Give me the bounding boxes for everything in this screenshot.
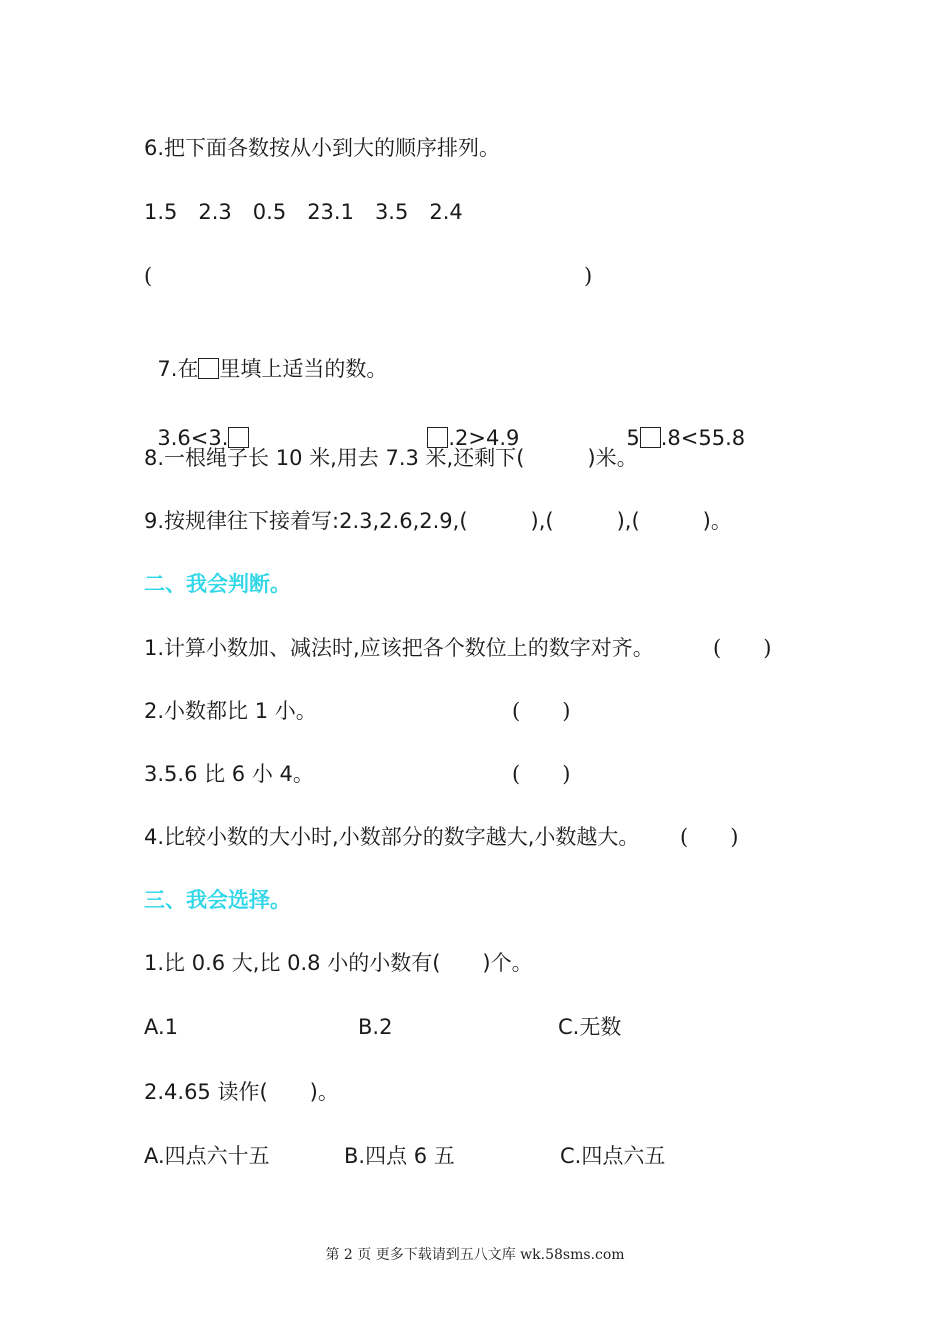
choose-question-2: 2.4.65 读作( )。 xyxy=(144,1080,339,1104)
judge-item-4: 4.比较小数的大小时,小数部分的数字越大,小数越大。 xyxy=(144,825,640,849)
judge-answer-2: ( ) xyxy=(512,699,571,723)
choose-2-option-a: A.四点六十五 xyxy=(144,1144,270,1168)
item-a-text: 3.6<3. xyxy=(157,426,229,450)
choose-1-option-c: C.无数 xyxy=(558,1015,622,1039)
judge-item-3: 3.5.6 比 6 小 4。 xyxy=(144,762,314,786)
choose-2-option-b: B.四点 6 五 xyxy=(344,1144,455,1168)
question-7-suffix: 里填上适当的数。 xyxy=(219,357,388,381)
choose-1-option-a: A.1 xyxy=(144,1015,179,1039)
judge-answer-4: ( ) xyxy=(680,825,739,849)
answer-open-paren: ( xyxy=(144,264,153,288)
judge-item-1: 1.计算小数加、减法时,应该把各个数位上的数字对齐。 xyxy=(144,636,654,660)
question-9: 9.按规律往下接着写:2.3,2.6,2.9,( ),( ),( )。 xyxy=(144,509,732,533)
question-6: 6.把下面各数按从小到大的顺序排列。 xyxy=(144,136,501,160)
question-8: 8.一根绳子长 10 米,用去 7.3 米,还剩下( )米。 xyxy=(144,446,638,470)
choose-1-option-b: B.2 xyxy=(358,1015,393,1039)
answer-box[interactable] xyxy=(198,358,219,379)
choose-question-1: 1.比 0.6 大,比 0.8 小的小数有( )个。 xyxy=(144,951,533,975)
section-title-choose: 三、我会选择。 xyxy=(144,888,291,912)
answer-close-paren: ) xyxy=(584,264,593,288)
item-c-prefix: 5 xyxy=(626,426,640,450)
question-7 xyxy=(144,327,387,383)
answer-box[interactable] xyxy=(640,427,661,448)
question-7-prefix: 7.在 xyxy=(157,357,199,381)
item-c-suffix: .8<55.8 xyxy=(660,426,746,450)
judge-answer-1: ( ) xyxy=(713,636,772,660)
section-title-judge: 二、我会判断。 xyxy=(144,572,291,596)
page-footer: 第 2 页 更多下载请到五八文库 wk.58sms.com xyxy=(325,1247,625,1263)
choose-2-option-c: C.四点六五 xyxy=(560,1144,666,1168)
question-6-numbers: 1.5 2.3 0.5 23.1 3.5 2.4 xyxy=(144,200,463,224)
item-b-text: .2>4.9 xyxy=(448,426,520,450)
judge-answer-3: ( ) xyxy=(512,762,571,786)
judge-item-2: 2.小数都比 1 小。 xyxy=(144,699,317,723)
